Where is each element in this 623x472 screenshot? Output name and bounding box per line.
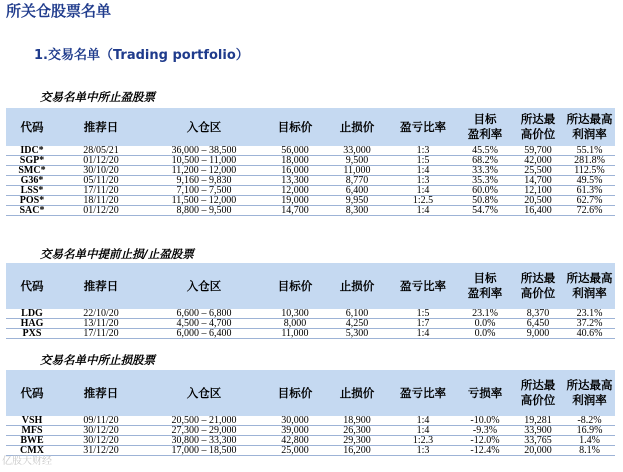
- table-cell: 39,000: [281, 425, 309, 436]
- column-header: 目标价: [277, 278, 313, 293]
- column-header: 代码: [20, 119, 44, 134]
- table-cell: 23.1%: [472, 308, 498, 319]
- table-header-row: [6, 370, 615, 416]
- table-cell: 56,000: [281, 145, 309, 156]
- table-cell: 1:3: [416, 145, 430, 156]
- table-cell: 40.6%: [576, 328, 603, 339]
- table-cell: 60.0%: [472, 185, 498, 196]
- table-cell: 25,500: [524, 165, 552, 176]
- watermark: 亿股大财经: [2, 456, 52, 467]
- table-cell: 72.6%: [576, 205, 603, 216]
- table-cell: 55.1%: [576, 145, 603, 156]
- table-cell: 1:4: [416, 415, 430, 426]
- column-header: 所达最高 利润率: [566, 378, 613, 407]
- table-cell: 11,000: [343, 165, 371, 176]
- column-header: 止损价: [339, 278, 375, 293]
- ticker-cell: BWE: [20, 435, 44, 446]
- ticker-cell: SGP*: [19, 155, 45, 166]
- table-cell: 6,000 – 6,400: [176, 328, 232, 339]
- early-exit-table: [6, 263, 615, 339]
- table-row: [6, 176, 615, 186]
- table-cell: 30/12/20: [83, 425, 119, 436]
- table-cell: 9,000: [526, 328, 550, 339]
- trading-portfolio-subtitle: 1.交易名单（Trading portfolio）: [34, 48, 249, 63]
- table-row: [6, 426, 615, 436]
- column-header: 代码: [20, 385, 44, 400]
- column-header: 所达最 高价位: [520, 271, 556, 300]
- table-cell: 33,000: [343, 145, 371, 156]
- table-cell: 30/12/20: [83, 435, 119, 446]
- table-cell: 22/10/20: [83, 308, 119, 319]
- table-cell: 4,250: [345, 318, 369, 329]
- table-row: [6, 166, 615, 176]
- column-header: 亏损率: [467, 385, 503, 400]
- table-cell: 19,000: [281, 195, 309, 206]
- table-cell: 05/11/20: [83, 175, 119, 186]
- table-cell: 16,400: [524, 205, 552, 216]
- table-cell: 9,160 – 9,830: [176, 175, 232, 186]
- column-header: 目标价: [277, 385, 313, 400]
- table-cell: 20,500: [524, 195, 552, 206]
- column-header: 盈亏比率: [400, 119, 446, 134]
- table-cell: 16.9%: [576, 425, 603, 436]
- table-cell: 1:4: [416, 425, 430, 436]
- column-header: 盈亏比率: [400, 385, 446, 400]
- column-header: 推荐日: [83, 385, 119, 400]
- table-cell: 6,400: [345, 185, 369, 196]
- table-cell: 14,700: [524, 175, 552, 186]
- stop-loss-table: [6, 370, 615, 456]
- table-row: [6, 196, 615, 206]
- table-cell: 16,200: [343, 445, 371, 456]
- ticker-cell: G36*: [20, 175, 44, 186]
- table-cell: 12,000: [281, 185, 309, 196]
- table-cell: 33,765: [524, 435, 552, 446]
- table-row: [6, 186, 615, 196]
- take-profit-table: [6, 108, 615, 216]
- table-cell: 9,950: [345, 195, 369, 206]
- table-cell: 1:3: [416, 175, 430, 186]
- column-header: 目标 盈利率: [467, 271, 503, 300]
- table-cell: 54.7%: [472, 205, 498, 216]
- ticker-cell: SMC*: [18, 165, 46, 176]
- table-header-row: [6, 108, 615, 146]
- table-cell: 20,000: [524, 445, 552, 456]
- table-cell: 1:5: [416, 308, 430, 319]
- table-cell: 6,600 – 6,800: [176, 308, 232, 319]
- column-header: 止损价: [339, 385, 375, 400]
- table-cell: 1:4: [416, 165, 430, 176]
- ticker-cell: HAG: [20, 318, 44, 329]
- section-title-stop-loss: 交易名单中所止损股票: [40, 353, 155, 367]
- table-cell: 42,000: [524, 155, 552, 166]
- table-cell: 01/12/20: [83, 155, 119, 166]
- column-header: 止损价: [339, 119, 375, 134]
- table-cell: 45.5%: [472, 145, 498, 156]
- table-cell: 42,800: [281, 435, 309, 446]
- table-cell: 13,300: [281, 175, 309, 186]
- table-cell: 36,000 – 38,500: [171, 145, 237, 156]
- table-row: [6, 206, 615, 216]
- table-cell: 68.2%: [472, 155, 498, 166]
- table-cell: 8,300: [345, 205, 369, 216]
- table-cell: 12,100: [524, 185, 552, 196]
- table-cell: 37.2%: [576, 318, 603, 329]
- column-header: 入仓区: [186, 385, 222, 400]
- table-cell: 6,100: [345, 308, 369, 319]
- ticker-cell: IDC*: [20, 145, 44, 156]
- table-cell: 14,700: [281, 205, 309, 216]
- table-row: [6, 436, 615, 446]
- ticker-cell: CMX: [20, 445, 44, 456]
- table-cell: 25,000: [281, 445, 309, 456]
- column-header: 所达最高 利润率: [566, 271, 613, 300]
- table-cell: 16,000: [281, 165, 309, 176]
- table-cell: 7,100 – 7,500: [176, 185, 232, 196]
- table-cell: -8.2%: [577, 415, 602, 426]
- table-cell: 61.3%: [576, 185, 603, 196]
- table-cell: 27,300 – 29,000: [171, 425, 237, 436]
- table-cell: 1:7: [416, 318, 430, 329]
- ticker-cell: PXS: [22, 328, 42, 339]
- table-cell: 26,300: [343, 425, 371, 436]
- table-cell: 1:2.3: [412, 435, 434, 446]
- section-title-early-exit: 交易名单中提前止损/止盈股票: [40, 247, 194, 261]
- table-cell: 11,200 – 12,000: [171, 165, 237, 176]
- column-header: 目标 盈利率: [467, 112, 503, 141]
- column-header: 目标价: [277, 119, 313, 134]
- column-header: 所达最 高价位: [520, 112, 556, 141]
- ticker-cell: POS*: [19, 195, 45, 206]
- table-cell: 50.8%: [472, 195, 498, 206]
- table-cell: 62.7%: [576, 195, 603, 206]
- table-cell: 1.4%: [579, 435, 600, 446]
- table-cell: 59,700: [524, 145, 552, 156]
- table-cell: 20,500 – 21,000: [171, 415, 237, 426]
- table-header-row: [6, 263, 615, 309]
- table-cell: 31/12/20: [83, 445, 119, 456]
- table-cell: 1:5: [416, 155, 430, 166]
- table-cell: 5,300: [345, 328, 369, 339]
- ticker-cell: VSH: [21, 415, 43, 426]
- table-cell: 30,000: [281, 415, 309, 426]
- ticker-cell: LDG: [21, 308, 43, 319]
- table-cell: 18,000: [281, 155, 309, 166]
- table-cell: 1:4: [416, 185, 430, 196]
- table-cell: 11,500 – 12,000: [171, 195, 237, 206]
- table-row: [6, 329, 615, 339]
- table-cell: -10.0%: [470, 415, 500, 426]
- page-title: 所关仓股票名单: [6, 2, 112, 20]
- table-cell: 18/11/20: [83, 195, 119, 206]
- table-cell: 8,800 – 9,500: [176, 205, 232, 216]
- table-cell: 01/12/20: [83, 205, 119, 216]
- ticker-cell: LSS*: [20, 185, 44, 196]
- table-cell: 30,800 – 33,300: [171, 435, 237, 446]
- table-cell: 0.0%: [474, 318, 496, 329]
- column-header: 推荐日: [83, 119, 119, 134]
- column-header: 所达最 高价位: [520, 378, 556, 407]
- table-row: [6, 319, 615, 329]
- column-header: 入仓区: [186, 119, 222, 134]
- table-cell: 49.5%: [576, 175, 603, 186]
- table-cell: 17/11/20: [83, 185, 119, 196]
- table-cell: 28/05/21: [83, 145, 119, 156]
- column-header: 所达最高 利润率: [566, 112, 613, 141]
- table-cell: 1:2.5: [412, 195, 434, 206]
- section-title-take-profit: 交易名单中所止盈股票: [40, 90, 155, 104]
- table-cell: 10,300: [281, 308, 309, 319]
- table-cell: 8,770: [345, 175, 369, 186]
- table-cell: 09/11/20: [83, 415, 119, 426]
- table-cell: 17,000 – 18,500: [171, 445, 237, 456]
- column-header: 推荐日: [83, 278, 119, 293]
- table-cell: 1:4: [416, 328, 430, 339]
- table-cell: -12.0%: [470, 435, 500, 446]
- table-cell: 11,000: [281, 328, 309, 339]
- table-row: [6, 446, 615, 456]
- ticker-cell: SAC*: [19, 205, 45, 216]
- table-cell: 30/10/20: [83, 165, 119, 176]
- table-cell: 18,900: [343, 415, 371, 426]
- column-header: 入仓区: [186, 278, 222, 293]
- table-cell: 33,900: [524, 425, 552, 436]
- table-cell: 8.1%: [579, 445, 600, 456]
- table-cell: 8,000: [283, 318, 307, 329]
- column-header: 盈亏比率: [400, 278, 446, 293]
- table-cell: 4,500 – 4,700: [176, 318, 232, 329]
- table-cell: 29,300: [343, 435, 371, 446]
- table-cell: 17/11/20: [83, 328, 119, 339]
- ticker-cell: MFS: [21, 425, 43, 436]
- table-cell: 13/11/20: [83, 318, 119, 329]
- table-cell: 6,450: [526, 318, 550, 329]
- table-cell: 23.1%: [576, 308, 603, 319]
- table-cell: 10,500 – 11,000: [171, 155, 237, 166]
- table-cell: 1:3: [416, 445, 430, 456]
- table-cell: 0.0%: [474, 328, 496, 339]
- table-cell: 33.3%: [472, 165, 498, 176]
- table-cell: -9.3%: [472, 425, 498, 436]
- table-row: [6, 156, 615, 166]
- table-cell: 281.8%: [574, 155, 605, 166]
- column-header: 代码: [20, 278, 44, 293]
- table-cell: 112.5%: [574, 165, 605, 176]
- table-cell: 35.3%: [472, 175, 498, 186]
- table-cell: 1:4: [416, 205, 430, 216]
- table-cell: 9,500: [345, 155, 369, 166]
- table-cell: 19,281: [524, 415, 552, 426]
- table-cell: -12.4%: [470, 445, 500, 456]
- table-cell: 8,370: [526, 308, 550, 319]
